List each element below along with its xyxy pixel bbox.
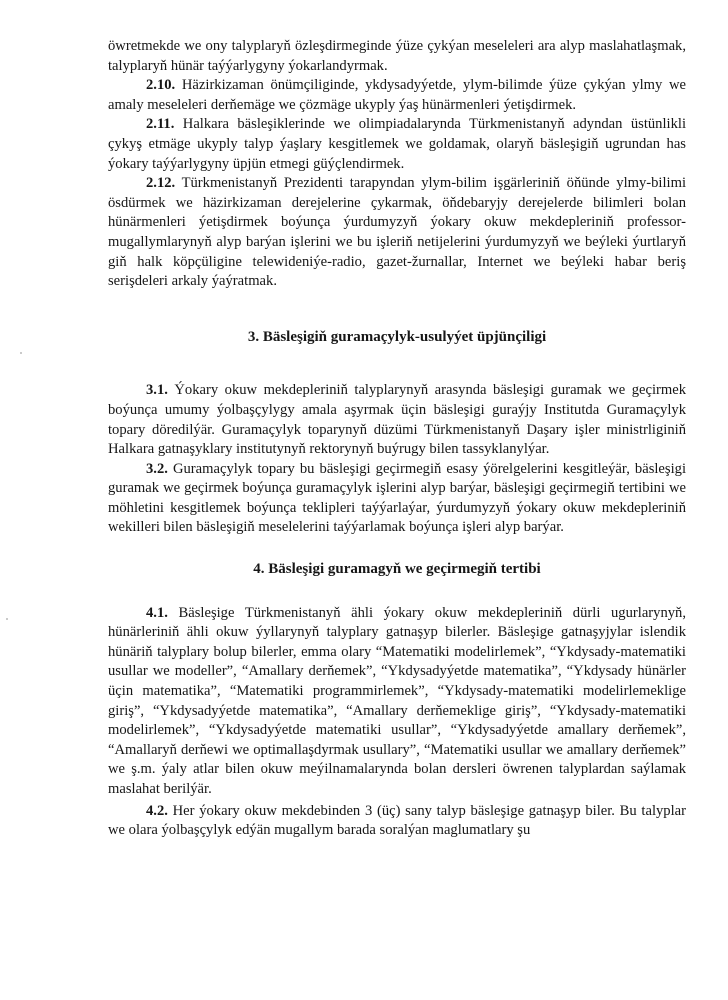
document-page (108, 37, 686, 841)
scan-speck (20, 352, 22, 354)
section-number: 4.2. (146, 802, 168, 819)
paragraph-3-1 (108, 381, 686, 459)
paragraph-text: Bäsleşige Türkmenistanyň ähli ýokary okuw mekdepleriniň dürli ugurlarynyň, hünärleriniň ähli okuw ýyllarynyň talyplary gatnaşyp bilerler. Bäsleşige gatnaşyjylar islendik hünäriň talyplary bolup bilerler, emma olary “Matematiki modelirlemek”, “Ykdysady-matematiki usullar we modeller”, “Amallary derňemek”, “Ykdysadyýetde matematika”, “Ykdysady hünärler üçin matematika”, “Matematiki programmirlemek”, “Ykdysady-matematiki modelirlemeklige giriş”, “Ykdysadyýetde matematika”, “Amallary derňemeklige giriş”, “Ykdysady-matematiki modelirlemek”, “Ykdysadyýetde matematiki usullar”, “Ykdysadyýetde amallary derňemek”, “Amallaryň derňewi we optimallaşdyrmak usullary”, “Matematiki usullar we amallary derňemek” we ş.m. ýaly atlar bilen okuw meýilnamalarynda bolan dersleri öwrenen talyplardan saýlamak maslahat berilýär. (108, 604, 686, 797)
scan-speck (6, 618, 8, 620)
section-number: 3.2. (146, 460, 168, 477)
paragraph-text: Ýokary okuw mekdepleriniň talyplarynyň arasynda bäsleşigi guramak we geçirmek boýunça umumy ýolbaşçylygy amala aşyrmak üçin bäsleşigi guraýjy Institutda Guramaçylyk topary döredilýär. Guramaçylyk toparynyň düzümi Türkmenistanyň Daşary işler ministrliginiň Halkara gatnaşyklary institutynyň rektorynyň buýrugy bilen tassyklanylýar. (108, 382, 686, 458)
paragraph-3-2 (108, 460, 686, 538)
paragraph-text: Halkara bäsleşiklerinde we olimpiadalarynda Türkmenistanyň adyndan üstünlikli çykyş etmäge ukyply talyp ýaşlary kesgitlemek we goldamak, olaryň bäsleşigiň ugrundan has ýokary taýýarlygyny üpjün etmegi güýçlendirmek. (108, 116, 686, 172)
paragraph-4-1 (108, 604, 686, 800)
section-number: 2.10. (146, 77, 176, 94)
paragraph-text: Her ýokary okuw mekdebinden 3 (üç) sany talyp bäsleşige gatnaşyp biler. Bu talyplar we olara ýolbaşçylyk edýän mugallym barada soralýan maglumatlary şu (108, 802, 686, 839)
section-heading-4: 4. Bäsleşigi guramagyň we geçirmegiň tertibi (253, 561, 541, 578)
paragraph-2-10 (108, 76, 686, 115)
section-number: 4.1. (146, 604, 168, 621)
section-number: 2.11. (146, 116, 175, 133)
paragraph-continuation: öwretmekde we ony talyplaryň özleşdirmeginde ýüze çykýan meseleleri ara alyp maslahatlaşmak, talyplaryň hünär taýýarlygyny ýokarlandyrmak. (108, 38, 686, 74)
section-number: 3.1. (146, 382, 168, 399)
section-heading-3: 3. Bäsleşigiň guramaçylyk-usulyýet üpjünçiligi (247, 328, 547, 345)
paragraph-2-11 (108, 115, 686, 174)
section-number: 2.12. (146, 175, 176, 192)
paragraph-text: Guramaçylyk topary bu bäsleşigi geçirmegiň esasy ýörelgelerini kesgitleýär, bäsleşigi guramak we geçirmek boýunça guramaçylyk işlerini alyp barýar, bäsleşigi geçirmegiň tertibini we möhletini kesgitlemek boýunça teklipleri taýýarlaýar, ýurdumyzyň ýokary okuw mekdepleriniň wekilleri bilen bäsleşigiň meselelerini taýýarlamak boýunça işleri alyp barýar. (108, 460, 686, 536)
paragraph-2-12 (108, 174, 686, 292)
paragraph-4-2 (108, 802, 686, 841)
paragraph-text: Türkmenistanyň Prezidenti tarapyndan ylym-bilim işgärleriniň öňünde ylmy-bilimi ösdürmek we häzirkizaman derejelerine çykarmak, öňdebaryjy derejelerde bilimleri bolan hünärmenleri ýetişdirmek boýunça ýurdumyzyň ýokary okuw mekdepleriniň professor-mugallymlarynyň alyp barýan işlerini we bu işleriň netijelerini ýurdumyzyň we beýleki ýurtlaryň giň halk köpçüligine telewideniýe-radio, gazet-žurnallar, Internet we beýleki habar beriş serişdeleri arkaly ýaýratmak. (108, 175, 686, 290)
paragraph-text: Häzirkizaman önümçiliginde, ykdysadyýetde, ylym-bilimde ýüze çykýan ylmy we amaly meseleleri derňemäge we çözmäge ukyply ýaş hünärmenleri ýetişdirmek. (108, 77, 686, 113)
